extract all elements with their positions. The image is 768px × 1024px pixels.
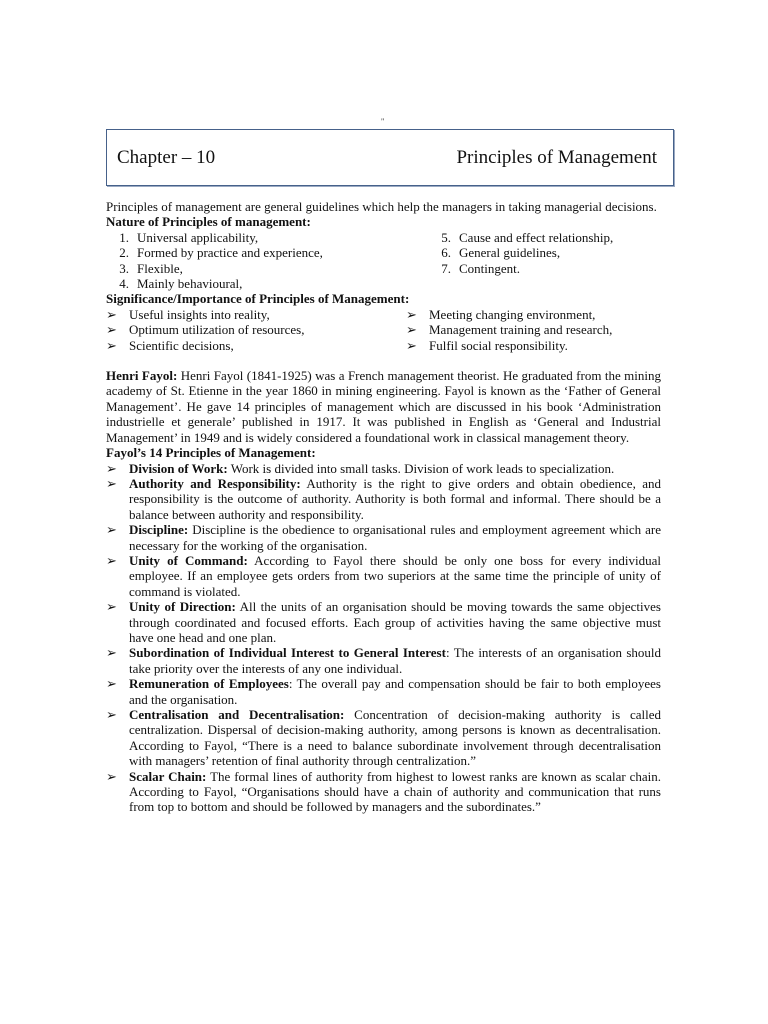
nature-heading: Nature of Principles of management: — [106, 214, 311, 230]
intro-paragraph: Principles of management are general guidelines which help the managers in taking managerial decisions. — [106, 199, 657, 214]
principle-item: ➢ Subordination of Individual Interest to General Interest: The interests of an organisation should take priority over the interests of any one individual. — [106, 645, 661, 676]
principle-item: ➢ Remuneration of Employees: The overall pay and compensation should be fair to both employees and the organisation. — [106, 676, 661, 707]
arrow-bullet-icon: ➢ — [406, 306, 417, 322]
principle-item: ➢ Scalar Chain: The formal lines of authority from highest to lowest ranks are known as scalar chain. According to Fayol, “Organisations should have a chain of authority and communication that runs from top to bottom and should be followed by managers and the subordinates.” — [106, 768, 662, 815]
nature-item: 7. Contingent. — [441, 260, 521, 276]
nature-item: 5. Cause and effect relationship, — [441, 229, 614, 245]
principle-item: ➢ Authority and Responsibility: Authority is the right to give orders and obtain obedience, and responsibility is the outcome of authority. Authority is both formal and informal. There should be a balance between authority and responsibility. — [106, 475, 661, 522]
significance-item: ➢ Fulfil social responsibility. — [406, 337, 568, 353]
significance-item: ➢ Optimum utilization of resources, — [106, 322, 305, 338]
chapter-header — [106, 129, 674, 186]
arrow-bullet-icon: ➢ — [106, 645, 117, 661]
principle-item: ➢ Unity of Direction: All the units of an organisation should be moving towards the same objectives through coordinated and focused efforts. Each group of activities having the same objective must have one head and one plan. — [106, 599, 661, 645]
page-content — [106, 199, 661, 815]
principle-item: ➢ Division of Work: Work is divided into small tasks. Division of work leads to specialization. — [106, 460, 615, 476]
fayol-paragraph: Henri Fayol: Henri Fayol (1841-1925) was a French management theorist. He graduated from the mining academy of St. Etienne in the year 1860 in mining engineering. Fayol is known as the ‘Father of General Management’. He gave 14 principles of management which are discussed in his book ‘Administration industrielle et generale’ published in 1917. It was published in English as ‘General and Industrial Management’ in 1949 and is widely considered a foundational work in classical management theory. — [106, 368, 661, 445]
chapter-title: Principles of Management — [456, 147, 657, 168]
significance-item: ➢ Scientific decisions, — [106, 337, 234, 353]
arrow-bullet-icon: ➢ — [106, 599, 117, 615]
arrow-bullet-icon: ➢ — [106, 707, 117, 722]
significance-list — [106, 307, 661, 353]
arrow-bullet-icon: ➢ — [106, 768, 117, 784]
header-mark: " — [381, 117, 385, 126]
arrow-bullet-icon: ➢ — [106, 460, 117, 476]
principles-list — [106, 461, 661, 815]
arrow-bullet-icon: ➢ — [406, 322, 417, 338]
arrow-bullet-icon: ➢ — [106, 552, 117, 568]
significance-heading: Significance/Importance of Principles of Management: — [106, 291, 410, 307]
nature-item: 1. Universal applicability, — [119, 229, 259, 245]
significance-item: ➢ Useful insights into reality, — [106, 306, 270, 322]
arrow-bullet-icon: ➢ — [406, 337, 417, 353]
nature-item: 6. General guidelines, — [441, 245, 561, 261]
arrow-bullet-icon: ➢ — [106, 522, 117, 538]
chapter-number: Chapter – 10 — [117, 147, 216, 168]
arrow-bullet-icon: ➢ — [106, 322, 117, 338]
principle-item: ➢ Centralisation and Decentralisation: Concentration of decision-making authority is called centralization. Dispersal of decision-making authority, among persons is known as decentralisation. According to Fayol, “There is a need to balance subordinate involvement through decentralisation with managers’ retention of final authority through centralization.” — [106, 707, 661, 769]
principle-item: ➢ Unity of Command: According to Fayol there should be only one boss for every individual employee. If an employee gets orders from two superiors at the same time the principle of unity of command is violated. — [106, 552, 661, 599]
principles-heading: Fayol’s 14 Principles of Management: — [106, 445, 316, 461]
arrow-bullet-icon: ➢ — [106, 337, 117, 353]
nature-item: 2. Formed by practice and experience, — [119, 245, 323, 261]
significance-item: ➢ Management training and research, — [406, 322, 613, 338]
arrow-bullet-icon: ➢ — [106, 676, 117, 692]
significance-item: ➢ Meeting changing environment, — [406, 306, 596, 322]
nature-list — [106, 230, 661, 292]
arrow-bullet-icon: ➢ — [106, 475, 117, 491]
nature-item: 3. Flexible, — [119, 260, 183, 276]
principle-item: ➢ Discipline: Discipline is the obedience to organisational rules and employment agreement which are necessary for the working of the organisation. — [106, 522, 661, 553]
arrow-bullet-icon: ➢ — [106, 306, 117, 322]
nature-item: 4. Mainly behavioural, — [119, 276, 243, 292]
